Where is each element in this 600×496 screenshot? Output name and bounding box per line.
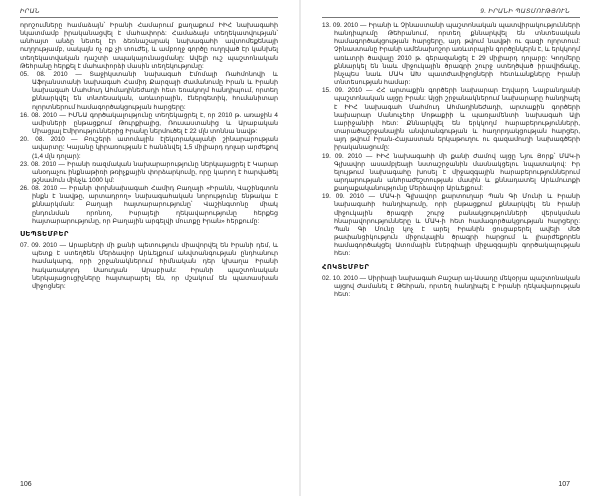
entry-date: 07. 09. 2010 — xyxy=(20,242,67,250)
entry-text: ԻԻՀ նախագահի մի քանի ժամով այցը Նյու Յորք՝ ՄԱԿ-ի Գլխավոր ասամբլեայի նստաշրջանին մասնակցելու նպատակով: Իր ելույթում նախագահը խոսել է միջազգային հարաբերություններում արդարության անհրաժեշտության մասին և քննադատել Արևմուտքի քաղաքականությունը Մերձավոր Արևելքում: xyxy=(334,152,580,193)
entry-text: Արաբների մի քանի պետություն միավորվել են Իրանի դեմ, և պետք է ստեղծեն Մերձավոր Արևելքում անվտանգության ընդհանուր համակարգ, որի շրջանակներում հիմնական դեր կխաղա Իրանի հակառակորդ Սաուդյան Արաբիան: Իրանի պաշտոնական ներկայացուցիչները հայտարարել են, որ մշակում են պատասխան միջոցներ: xyxy=(32,242,278,290)
right-page xyxy=(300,0,600,496)
entry-date: 26. 08. 2010 — xyxy=(20,185,67,193)
right-running-head: 9. ԻՐԱՆԻ ՊԱՏՄՈՒԹՅՈՒՆ xyxy=(480,8,570,15)
chronology-entry xyxy=(20,185,278,226)
entry-text: Բուշերի ատոմային էլեկտրակայանի շինարարության ավարտը: Կայանը կիրառության է հանձնվել 1,5 միլիարդ դոլար արժեքով (1,4 մլն դոլար): xyxy=(32,136,278,160)
chronology-entry xyxy=(20,242,278,291)
chronology-entry xyxy=(20,112,278,136)
entry-date: 19. 09. 2010 — xyxy=(322,193,376,201)
chronology-entry xyxy=(20,136,278,160)
entry-text: Իրանի փոխնախագահ Համիդ Բաղայի «Իրանն, Վաշինգտոն ինքն է նավթը, արտադրող» նախագահական նորությունը ենթակա է քննարկման: Բաղայի հայտարարությունը՝ Վաշինգտոնը միակ ընդունման որոնող, Իսրայելի ղեկավարությունը հերքեց հայտարարությունը, որ Բաղային արգելվի մուտքը Իրան» հերքումը: xyxy=(32,185,279,225)
entry-text: Իրանի և Չինաստանի պաշտոնական պատվիրակությունների հանդիպումը Թեհրանում, որտեղ քննարկվել են տնտեսական համագործակցության հարցերը, այդ թվում նավթի ու գազի ոլորտում: Չինաստանը Իրանի ամենախոշոր առևտրային գործընկերն է, և երկկողմ առևտրի ծավալը 2010 թ. գերազանցել է 29 միլիարդ դոլարը: Կողմերը քննարկել են նաև միջուկային ծրագրի շուրջ ստեղծված իրավիճակը, ինչպես նաև ՄԱԿ ԱԽ պատժամիջոցների հետևանքները Իրանի տնտեսության համար: xyxy=(334,22,581,87)
entry-date: 19. 09. 2010 — xyxy=(322,152,373,160)
left-page-number: 106 xyxy=(20,481,32,488)
entry-date: 16. 08. 2010 — xyxy=(20,111,66,119)
left-head-rule xyxy=(20,17,278,18)
chronology-entry xyxy=(322,275,580,299)
entry-date: 02. 10. 2010 — xyxy=(322,274,367,282)
chronology-entry xyxy=(322,153,580,194)
entry-date: 05. 08. 2010 — xyxy=(20,70,82,78)
left-running-head: ԻՐԱՆ xyxy=(20,8,40,15)
entry-date: 23. 08. 2010 — xyxy=(20,160,65,168)
entry-date: 20. 08. 2010 — xyxy=(20,136,78,144)
chronology-entry xyxy=(322,87,580,152)
chronology-entry xyxy=(322,22,580,87)
chronology-entry xyxy=(20,71,278,112)
right-page-body xyxy=(322,22,580,299)
chronology-entry xyxy=(322,193,580,258)
entry-date: 15. 09. 2010 — xyxy=(322,87,373,95)
right-head-rule xyxy=(322,17,580,18)
month-heading-october: ՀՈԿՏԵՄԲԵՐ xyxy=(322,263,370,271)
month-heading-september: ՍԵՊՏԵՄԲԵՐ xyxy=(20,230,69,238)
entry-text: Սիրիայի նախագահ Բաշար ալ-Ասադը մեկօրյա պաշտոնական այցով ժամանել է Թեհրան, որտեղ հանդիպել է Իրանի ղեկավարության հետ: xyxy=(334,274,581,298)
entry-text: ՄԱԿ-ի Գլխավոր քարտուղար Պան Գի Մունի և Իրանի նախագահի հանդիպումը, որի ընթացքում քննարկվել են Իրանի միջուկային ծրագրի շուրջ բանակցությունների վերսկսման հնարավորությունները և ՄԱԿ-ի հետ համագործակցության հարցերը: Պան Գի Մունը կոչ է արել Իրանին ցուցաբերել ավելի մեծ թափանցիկություն միջուկային ծրագրի հարցում և լիարժեքորեն համագործակցել Ատոմային էներգիայի միջազգային գործակալության հետ: xyxy=(334,193,580,258)
entry-text: Իրանի ռազմական նախարարությունը ներկայացրել է Կարար անօդաչու ինքնաթիռի թռիչքային փորձարկումը, որը կարող է հարվածել թշնամուն մինչև 1000 կմ: xyxy=(32,160,279,184)
right-page-number: 107 xyxy=(558,481,570,488)
chronology-entry xyxy=(20,161,278,185)
entry-text: Տաջիկստանի նախագահ Էմոմալի Ռահմոնովի և Աֆղանստանի նախագահ Համիդ Քարզայի ժամանումը Իրան և Իրանի նախագահ Մահմուդ Ահմադինեժադի հետ եռակողմ հանդիպում, որտեղ քննարկվել են տնտեսական, առևտրային, էներգետիկ, հումանիտար ոլորտներում համագործակցության հարցերը: xyxy=(32,70,278,111)
intro-paragraph: որոշումները համաձայն՝ Իրանի Համարում քաղաքում ԻԻՀ նախագահի նկատմամբ իրականացվել է մահափորձ: Համաձայն տեղեկատվության՝ անհայտ անձը նետել էր ձեռնաշարակ նախագահի ավտոմեքենայի ուղղությամբ, սակայն ոչ ոք չի տուժել, և ամբողջ գործը ուղղված էր կանխել տեղեկատվական դաշտի ապակայունացմանը: Ավելի ուշ պաշտոնական Թեհրանը հերքել է մահափորձի մասին տեղեկությունը: xyxy=(20,22,278,70)
left-page-body xyxy=(20,22,278,291)
entry-date: 13. 09. 2010 — xyxy=(322,22,367,29)
entry-text: ՀՀ արտաքին գործերի նախարար Էդվարդ Նալբանդյանի պաշտոնական այցը Իրան: Այցի շրջանակներում նախարարը հանդիպել է ԻԻՀ նախագահ Մահմուդ Ահմադինեժադի, արտաքին գործերի նախարար Մանուչեհր Մոթաքիի և պառլամենտի նախագահ Ալի Լարիջանիի հետ: Քննարկվել են երկկողմ հարաբերությունների, տարածաշրջանային անվտանգության և հաղորդակցության հարցեր, այդ թվում Իրան-Հայաստան երկաթուղու ու գազամուղի նախագծերի իրականացումը: xyxy=(334,87,581,152)
entry-text: ԻՄՆԱ գործակալությունը տեղեկացրել է, որ 2010 թ. առաջին 4 ամիսների ընթացքում Թուրքիայից, Ռուսաստանից և Արաբական Միացյալ Էմիրություններից Իրանը ներմուծել է 22 մլն տոննա նավթ: xyxy=(32,111,278,136)
